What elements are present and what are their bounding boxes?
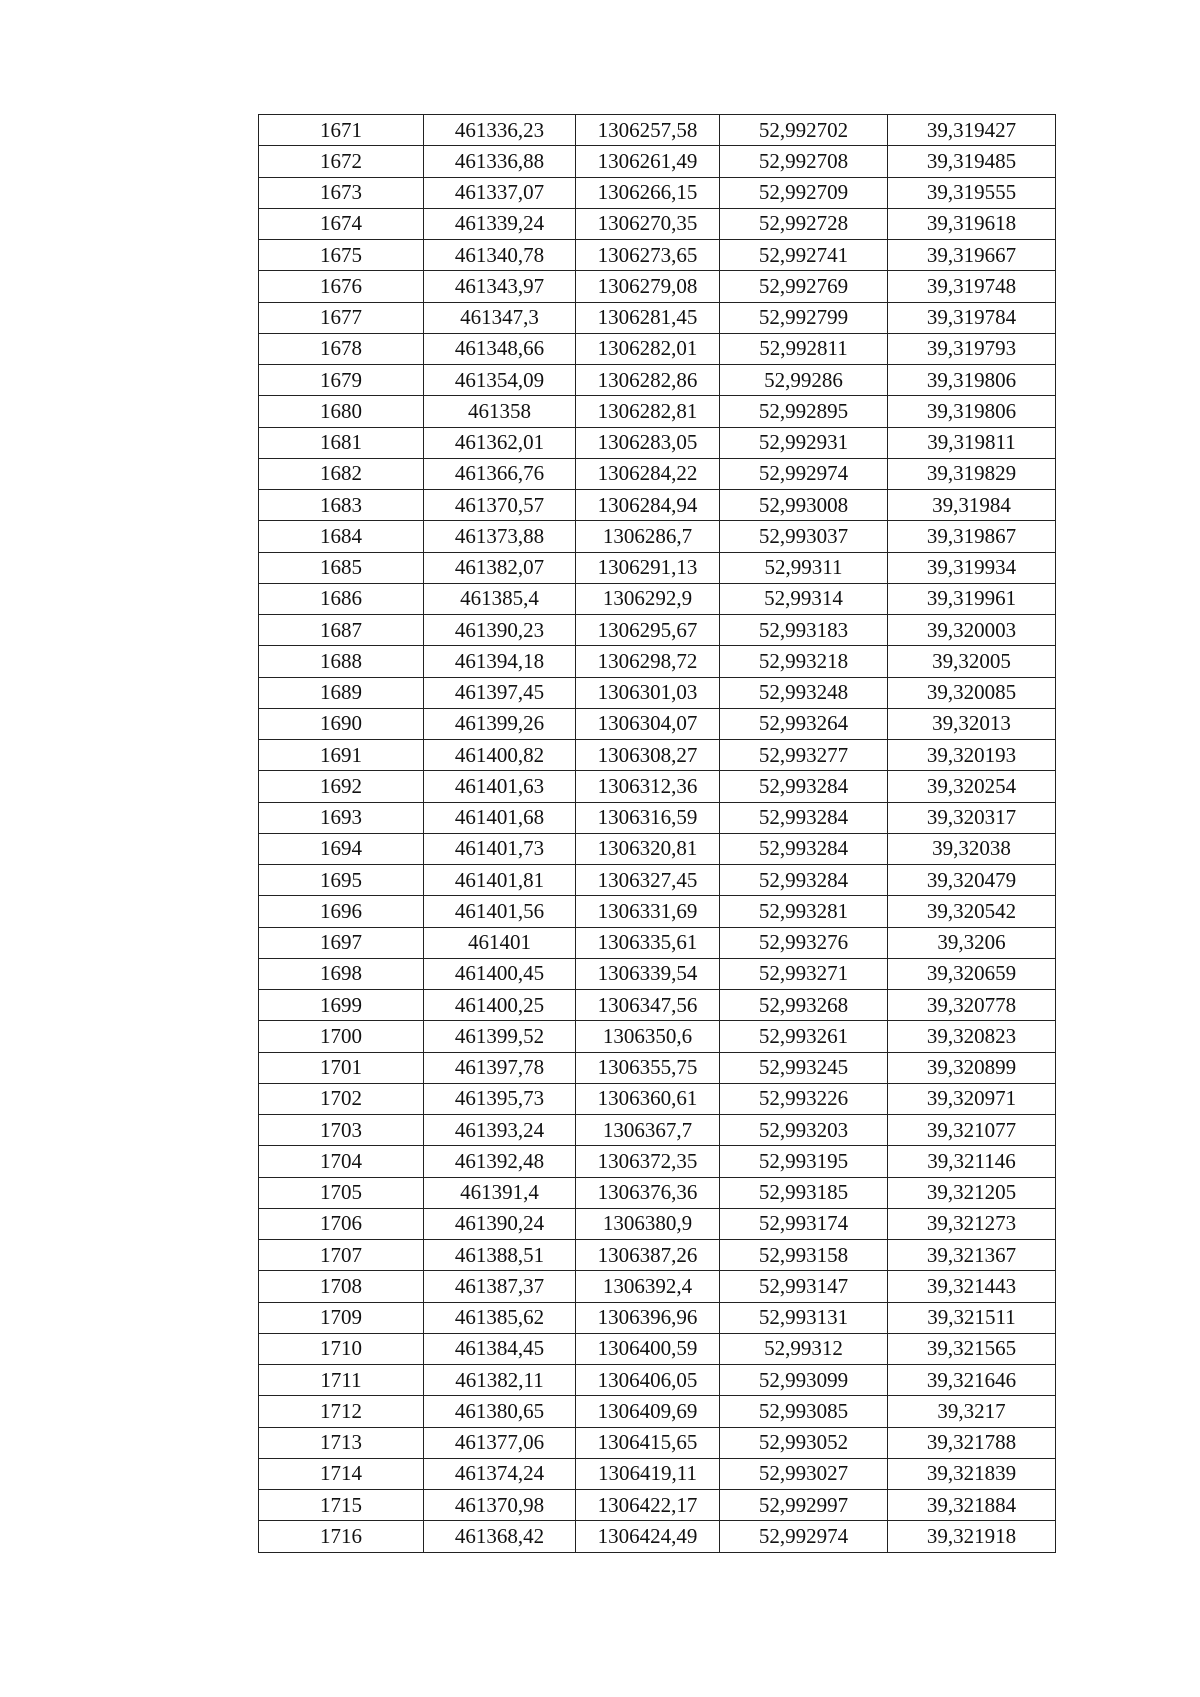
table-row (259, 1396, 1056, 1427)
table-row (259, 427, 1056, 458)
table-row (259, 583, 1056, 614)
longitude-cell: 39,320003 (888, 615, 1056, 646)
point-number-cell: 1691 (259, 740, 424, 771)
longitude-cell: 39,321511 (888, 1302, 1056, 1333)
y-coordinate-cell: 1306422,17 (576, 1490, 720, 1521)
longitude-cell: 39,319806 (888, 365, 1056, 396)
point-number-cell: 1697 (259, 927, 424, 958)
table-row (259, 115, 1056, 146)
x-coordinate-cell: 461358 (424, 396, 576, 427)
x-coordinate-cell: 461401,68 (424, 802, 576, 833)
x-coordinate-cell: 461393,24 (424, 1115, 576, 1146)
point-number-cell: 1676 (259, 271, 424, 302)
latitude-cell: 52,993085 (720, 1396, 888, 1427)
longitude-cell: 39,32005 (888, 646, 1056, 677)
latitude-cell: 52,993245 (720, 1052, 888, 1083)
longitude-cell: 39,321077 (888, 1115, 1056, 1146)
table-row (259, 271, 1056, 302)
latitude-cell: 52,993284 (720, 865, 888, 896)
x-coordinate-cell: 461368,42 (424, 1521, 576, 1552)
y-coordinate-cell: 1306327,45 (576, 865, 720, 896)
longitude-cell: 39,321646 (888, 1365, 1056, 1396)
y-coordinate-cell: 1306266,15 (576, 177, 720, 208)
x-coordinate-cell: 461382,07 (424, 552, 576, 583)
point-number-cell: 1680 (259, 396, 424, 427)
longitude-cell: 39,319555 (888, 177, 1056, 208)
point-number-cell: 1706 (259, 1208, 424, 1239)
table-row (259, 1427, 1056, 1458)
point-number-cell: 1688 (259, 646, 424, 677)
longitude-cell: 39,32013 (888, 708, 1056, 739)
longitude-cell: 39,320193 (888, 740, 1056, 771)
latitude-cell: 52,992709 (720, 177, 888, 208)
latitude-cell: 52,993264 (720, 708, 888, 739)
longitude-cell: 39,320899 (888, 1052, 1056, 1083)
latitude-cell: 52,993099 (720, 1365, 888, 1396)
y-coordinate-cell: 1306291,13 (576, 552, 720, 583)
latitude-cell: 52,992931 (720, 427, 888, 458)
y-coordinate-cell: 1306335,61 (576, 927, 720, 958)
x-coordinate-cell: 461390,23 (424, 615, 576, 646)
y-coordinate-cell: 1306376,36 (576, 1177, 720, 1208)
longitude-cell: 39,321443 (888, 1271, 1056, 1302)
latitude-cell: 52,993261 (720, 1021, 888, 1052)
table-row (259, 1271, 1056, 1302)
table-row (259, 1021, 1056, 1052)
latitude-cell: 52,993218 (720, 646, 888, 677)
longitude-cell: 39,319829 (888, 458, 1056, 489)
point-number-cell: 1684 (259, 521, 424, 552)
y-coordinate-cell: 1306295,67 (576, 615, 720, 646)
table-row (259, 1490, 1056, 1521)
latitude-cell: 52,992895 (720, 396, 888, 427)
point-number-cell: 1699 (259, 990, 424, 1021)
latitude-cell: 52,992741 (720, 240, 888, 271)
x-coordinate-cell: 461370,57 (424, 490, 576, 521)
point-number-cell: 1671 (259, 115, 424, 146)
point-number-cell: 1696 (259, 896, 424, 927)
table-row (259, 1177, 1056, 1208)
point-number-cell: 1694 (259, 833, 424, 864)
y-coordinate-cell: 1306312,36 (576, 771, 720, 802)
latitude-cell: 52,993174 (720, 1208, 888, 1239)
point-number-cell: 1674 (259, 208, 424, 239)
point-number-cell: 1698 (259, 958, 424, 989)
table-row (259, 865, 1056, 896)
table-row (259, 146, 1056, 177)
table-row (259, 1240, 1056, 1271)
longitude-cell: 39,321788 (888, 1427, 1056, 1458)
table-row (259, 927, 1056, 958)
point-number-cell: 1675 (259, 240, 424, 271)
longitude-cell: 39,320823 (888, 1021, 1056, 1052)
point-number-cell: 1678 (259, 333, 424, 364)
latitude-cell: 52,992811 (720, 333, 888, 364)
x-coordinate-cell: 461397,45 (424, 677, 576, 708)
longitude-cell: 39,319793 (888, 333, 1056, 364)
y-coordinate-cell: 1306316,59 (576, 802, 720, 833)
table-row (259, 740, 1056, 771)
x-coordinate-cell: 461336,23 (424, 115, 576, 146)
table-row (259, 458, 1056, 489)
y-coordinate-cell: 1306415,65 (576, 1427, 720, 1458)
y-coordinate-cell: 1306400,59 (576, 1333, 720, 1364)
x-coordinate-cell: 461362,01 (424, 427, 576, 458)
point-number-cell: 1711 (259, 1365, 424, 1396)
x-coordinate-cell: 461401,63 (424, 771, 576, 802)
point-number-cell: 1673 (259, 177, 424, 208)
y-coordinate-cell: 1306380,9 (576, 1208, 720, 1239)
latitude-cell: 52,99312 (720, 1333, 888, 1364)
latitude-cell: 52,993271 (720, 958, 888, 989)
longitude-cell: 39,320085 (888, 677, 1056, 708)
x-coordinate-cell: 461400,25 (424, 990, 576, 1021)
x-coordinate-cell: 461391,4 (424, 1177, 576, 1208)
longitude-cell: 39,319618 (888, 208, 1056, 239)
point-number-cell: 1695 (259, 865, 424, 896)
latitude-cell: 52,993052 (720, 1427, 888, 1458)
longitude-cell: 39,319867 (888, 521, 1056, 552)
point-number-cell: 1672 (259, 146, 424, 177)
x-coordinate-cell: 461385,4 (424, 583, 576, 614)
table-row (259, 646, 1056, 677)
y-coordinate-cell: 1306419,11 (576, 1458, 720, 1489)
y-coordinate-cell: 1306282,81 (576, 396, 720, 427)
longitude-cell: 39,3217 (888, 1396, 1056, 1427)
longitude-cell: 39,320254 (888, 771, 1056, 802)
y-coordinate-cell: 1306304,07 (576, 708, 720, 739)
x-coordinate-cell: 461399,26 (424, 708, 576, 739)
longitude-cell: 39,320317 (888, 802, 1056, 833)
y-coordinate-cell: 1306298,72 (576, 646, 720, 677)
point-number-cell: 1677 (259, 302, 424, 333)
y-coordinate-cell: 1306257,58 (576, 115, 720, 146)
x-coordinate-cell: 461347,3 (424, 302, 576, 333)
x-coordinate-cell: 461343,97 (424, 271, 576, 302)
table-row (259, 1365, 1056, 1396)
table-row (259, 896, 1056, 927)
y-coordinate-cell: 1306355,75 (576, 1052, 720, 1083)
longitude-cell: 39,32038 (888, 833, 1056, 864)
point-number-cell: 1681 (259, 427, 424, 458)
longitude-cell: 39,320778 (888, 990, 1056, 1021)
x-coordinate-cell: 461340,78 (424, 240, 576, 271)
x-coordinate-cell: 461339,24 (424, 208, 576, 239)
point-number-cell: 1683 (259, 490, 424, 521)
latitude-cell: 52,993284 (720, 802, 888, 833)
point-number-cell: 1689 (259, 677, 424, 708)
y-coordinate-cell: 1306360,61 (576, 1083, 720, 1114)
latitude-cell: 52,993158 (720, 1240, 888, 1271)
y-coordinate-cell: 1306281,45 (576, 302, 720, 333)
longitude-cell: 39,319667 (888, 240, 1056, 271)
x-coordinate-cell: 461348,66 (424, 333, 576, 364)
y-coordinate-cell: 1306273,65 (576, 240, 720, 271)
point-number-cell: 1713 (259, 1427, 424, 1458)
y-coordinate-cell: 1306270,35 (576, 208, 720, 239)
longitude-cell: 39,319811 (888, 427, 1056, 458)
longitude-cell: 39,319934 (888, 552, 1056, 583)
x-coordinate-cell: 461336,88 (424, 146, 576, 177)
y-coordinate-cell: 1306350,6 (576, 1021, 720, 1052)
longitude-cell: 39,319961 (888, 583, 1056, 614)
x-coordinate-cell: 461401 (424, 927, 576, 958)
latitude-cell: 52,992997 (720, 1490, 888, 1521)
x-coordinate-cell: 461400,45 (424, 958, 576, 989)
x-coordinate-cell: 461401,81 (424, 865, 576, 896)
x-coordinate-cell: 461401,56 (424, 896, 576, 927)
longitude-cell: 39,321918 (888, 1521, 1056, 1552)
table-row (259, 1115, 1056, 1146)
point-number-cell: 1712 (259, 1396, 424, 1427)
point-number-cell: 1708 (259, 1271, 424, 1302)
latitude-cell: 52,99314 (720, 583, 888, 614)
y-coordinate-cell: 1306331,69 (576, 896, 720, 927)
longitude-cell: 39,3206 (888, 927, 1056, 958)
table-row (259, 490, 1056, 521)
longitude-cell: 39,319427 (888, 115, 1056, 146)
point-number-cell: 1690 (259, 708, 424, 739)
table-row (259, 1146, 1056, 1177)
point-number-cell: 1714 (259, 1458, 424, 1489)
table-row (259, 958, 1056, 989)
x-coordinate-cell: 461387,37 (424, 1271, 576, 1302)
table-row (259, 833, 1056, 864)
x-coordinate-cell: 461374,24 (424, 1458, 576, 1489)
point-number-cell: 1679 (259, 365, 424, 396)
y-coordinate-cell: 1306284,94 (576, 490, 720, 521)
x-coordinate-cell: 461373,88 (424, 521, 576, 552)
table-row (259, 521, 1056, 552)
x-coordinate-cell: 461384,45 (424, 1333, 576, 1364)
x-coordinate-cell: 461366,76 (424, 458, 576, 489)
table-row (259, 240, 1056, 271)
longitude-cell: 39,321273 (888, 1208, 1056, 1239)
y-coordinate-cell: 1306261,49 (576, 146, 720, 177)
x-coordinate-cell: 461401,73 (424, 833, 576, 864)
point-number-cell: 1693 (259, 802, 424, 833)
longitude-cell: 39,319784 (888, 302, 1056, 333)
x-coordinate-cell: 461392,48 (424, 1146, 576, 1177)
coordinates-table-body (259, 115, 1056, 1553)
longitude-cell: 39,320479 (888, 865, 1056, 896)
point-number-cell: 1692 (259, 771, 424, 802)
longitude-cell: 39,321884 (888, 1490, 1056, 1521)
table-row (259, 177, 1056, 208)
longitude-cell: 39,319485 (888, 146, 1056, 177)
longitude-cell: 39,321367 (888, 1240, 1056, 1271)
longitude-cell: 39,321146 (888, 1146, 1056, 1177)
table-row (259, 552, 1056, 583)
y-coordinate-cell: 1306372,35 (576, 1146, 720, 1177)
latitude-cell: 52,993276 (720, 927, 888, 958)
table-row (259, 302, 1056, 333)
y-coordinate-cell: 1306279,08 (576, 271, 720, 302)
latitude-cell: 52,992769 (720, 271, 888, 302)
x-coordinate-cell: 461388,51 (424, 1240, 576, 1271)
table-row (259, 1083, 1056, 1114)
latitude-cell: 52,99286 (720, 365, 888, 396)
longitude-cell: 39,320659 (888, 958, 1056, 989)
longitude-cell: 39,321565 (888, 1333, 1056, 1364)
y-coordinate-cell: 1306347,56 (576, 990, 720, 1021)
point-number-cell: 1709 (259, 1302, 424, 1333)
x-coordinate-cell: 461394,18 (424, 646, 576, 677)
point-number-cell: 1686 (259, 583, 424, 614)
latitude-cell: 52,993027 (720, 1458, 888, 1489)
y-coordinate-cell: 1306424,49 (576, 1521, 720, 1552)
latitude-cell: 52,992708 (720, 146, 888, 177)
y-coordinate-cell: 1306308,27 (576, 740, 720, 771)
latitude-cell: 52,993284 (720, 833, 888, 864)
y-coordinate-cell: 1306320,81 (576, 833, 720, 864)
point-number-cell: 1687 (259, 615, 424, 646)
point-number-cell: 1704 (259, 1146, 424, 1177)
y-coordinate-cell: 1306292,9 (576, 583, 720, 614)
table-row (259, 802, 1056, 833)
table-row (259, 1333, 1056, 1364)
point-number-cell: 1703 (259, 1115, 424, 1146)
y-coordinate-cell: 1306387,26 (576, 1240, 720, 1271)
table-row (259, 708, 1056, 739)
latitude-cell: 52,992728 (720, 208, 888, 239)
latitude-cell: 52,993226 (720, 1083, 888, 1114)
x-coordinate-cell: 461395,73 (424, 1083, 576, 1114)
table-row (259, 1208, 1056, 1239)
x-coordinate-cell: 461377,06 (424, 1427, 576, 1458)
latitude-cell: 52,993268 (720, 990, 888, 1021)
latitude-cell: 52,99311 (720, 552, 888, 583)
table-row (259, 771, 1056, 802)
point-number-cell: 1700 (259, 1021, 424, 1052)
y-coordinate-cell: 1306284,22 (576, 458, 720, 489)
x-coordinate-cell: 461399,52 (424, 1021, 576, 1052)
point-number-cell: 1685 (259, 552, 424, 583)
longitude-cell: 39,319748 (888, 271, 1056, 302)
latitude-cell: 52,993183 (720, 615, 888, 646)
table-row (259, 990, 1056, 1021)
latitude-cell: 52,993037 (720, 521, 888, 552)
coordinates-table (258, 114, 1056, 1553)
longitude-cell: 39,31984 (888, 490, 1056, 521)
table-row (259, 208, 1056, 239)
table-row (259, 365, 1056, 396)
x-coordinate-cell: 461337,07 (424, 177, 576, 208)
y-coordinate-cell: 1306282,01 (576, 333, 720, 364)
latitude-cell: 52,992702 (720, 115, 888, 146)
table-row (259, 396, 1056, 427)
latitude-cell: 52,993248 (720, 677, 888, 708)
latitude-cell: 52,993277 (720, 740, 888, 771)
x-coordinate-cell: 461380,65 (424, 1396, 576, 1427)
point-number-cell: 1682 (259, 458, 424, 489)
table-row (259, 1521, 1056, 1552)
latitude-cell: 52,993281 (720, 896, 888, 927)
latitude-cell: 52,993195 (720, 1146, 888, 1177)
longitude-cell: 39,321839 (888, 1458, 1056, 1489)
point-number-cell: 1701 (259, 1052, 424, 1083)
point-number-cell: 1710 (259, 1333, 424, 1364)
table-row (259, 1302, 1056, 1333)
point-number-cell: 1707 (259, 1240, 424, 1271)
longitude-cell: 39,320542 (888, 896, 1056, 927)
table-row (259, 1052, 1056, 1083)
latitude-cell: 52,993147 (720, 1271, 888, 1302)
y-coordinate-cell: 1306283,05 (576, 427, 720, 458)
table-row (259, 1458, 1056, 1489)
point-number-cell: 1702 (259, 1083, 424, 1114)
table-row (259, 677, 1056, 708)
latitude-cell: 52,992799 (720, 302, 888, 333)
y-coordinate-cell: 1306339,54 (576, 958, 720, 989)
longitude-cell: 39,320971 (888, 1083, 1056, 1114)
x-coordinate-cell: 461382,11 (424, 1365, 576, 1396)
latitude-cell: 52,993008 (720, 490, 888, 521)
latitude-cell: 52,993284 (720, 771, 888, 802)
y-coordinate-cell: 1306301,03 (576, 677, 720, 708)
x-coordinate-cell: 461397,78 (424, 1052, 576, 1083)
latitude-cell: 52,992974 (720, 1521, 888, 1552)
point-number-cell: 1716 (259, 1521, 424, 1552)
x-coordinate-cell: 461400,82 (424, 740, 576, 771)
y-coordinate-cell: 1306282,86 (576, 365, 720, 396)
y-coordinate-cell: 1306392,4 (576, 1271, 720, 1302)
x-coordinate-cell: 461385,62 (424, 1302, 576, 1333)
table-row (259, 333, 1056, 364)
y-coordinate-cell: 1306286,7 (576, 521, 720, 552)
y-coordinate-cell: 1306396,96 (576, 1302, 720, 1333)
longitude-cell: 39,321205 (888, 1177, 1056, 1208)
latitude-cell: 52,993131 (720, 1302, 888, 1333)
latitude-cell: 52,992974 (720, 458, 888, 489)
table-row (259, 615, 1056, 646)
point-number-cell: 1705 (259, 1177, 424, 1208)
x-coordinate-cell: 461370,98 (424, 1490, 576, 1521)
latitude-cell: 52,993203 (720, 1115, 888, 1146)
y-coordinate-cell: 1306367,7 (576, 1115, 720, 1146)
x-coordinate-cell: 461354,09 (424, 365, 576, 396)
y-coordinate-cell: 1306409,69 (576, 1396, 720, 1427)
y-coordinate-cell: 1306406,05 (576, 1365, 720, 1396)
longitude-cell: 39,319806 (888, 396, 1056, 427)
point-number-cell: 1715 (259, 1490, 424, 1521)
x-coordinate-cell: 461390,24 (424, 1208, 576, 1239)
latitude-cell: 52,993185 (720, 1177, 888, 1208)
